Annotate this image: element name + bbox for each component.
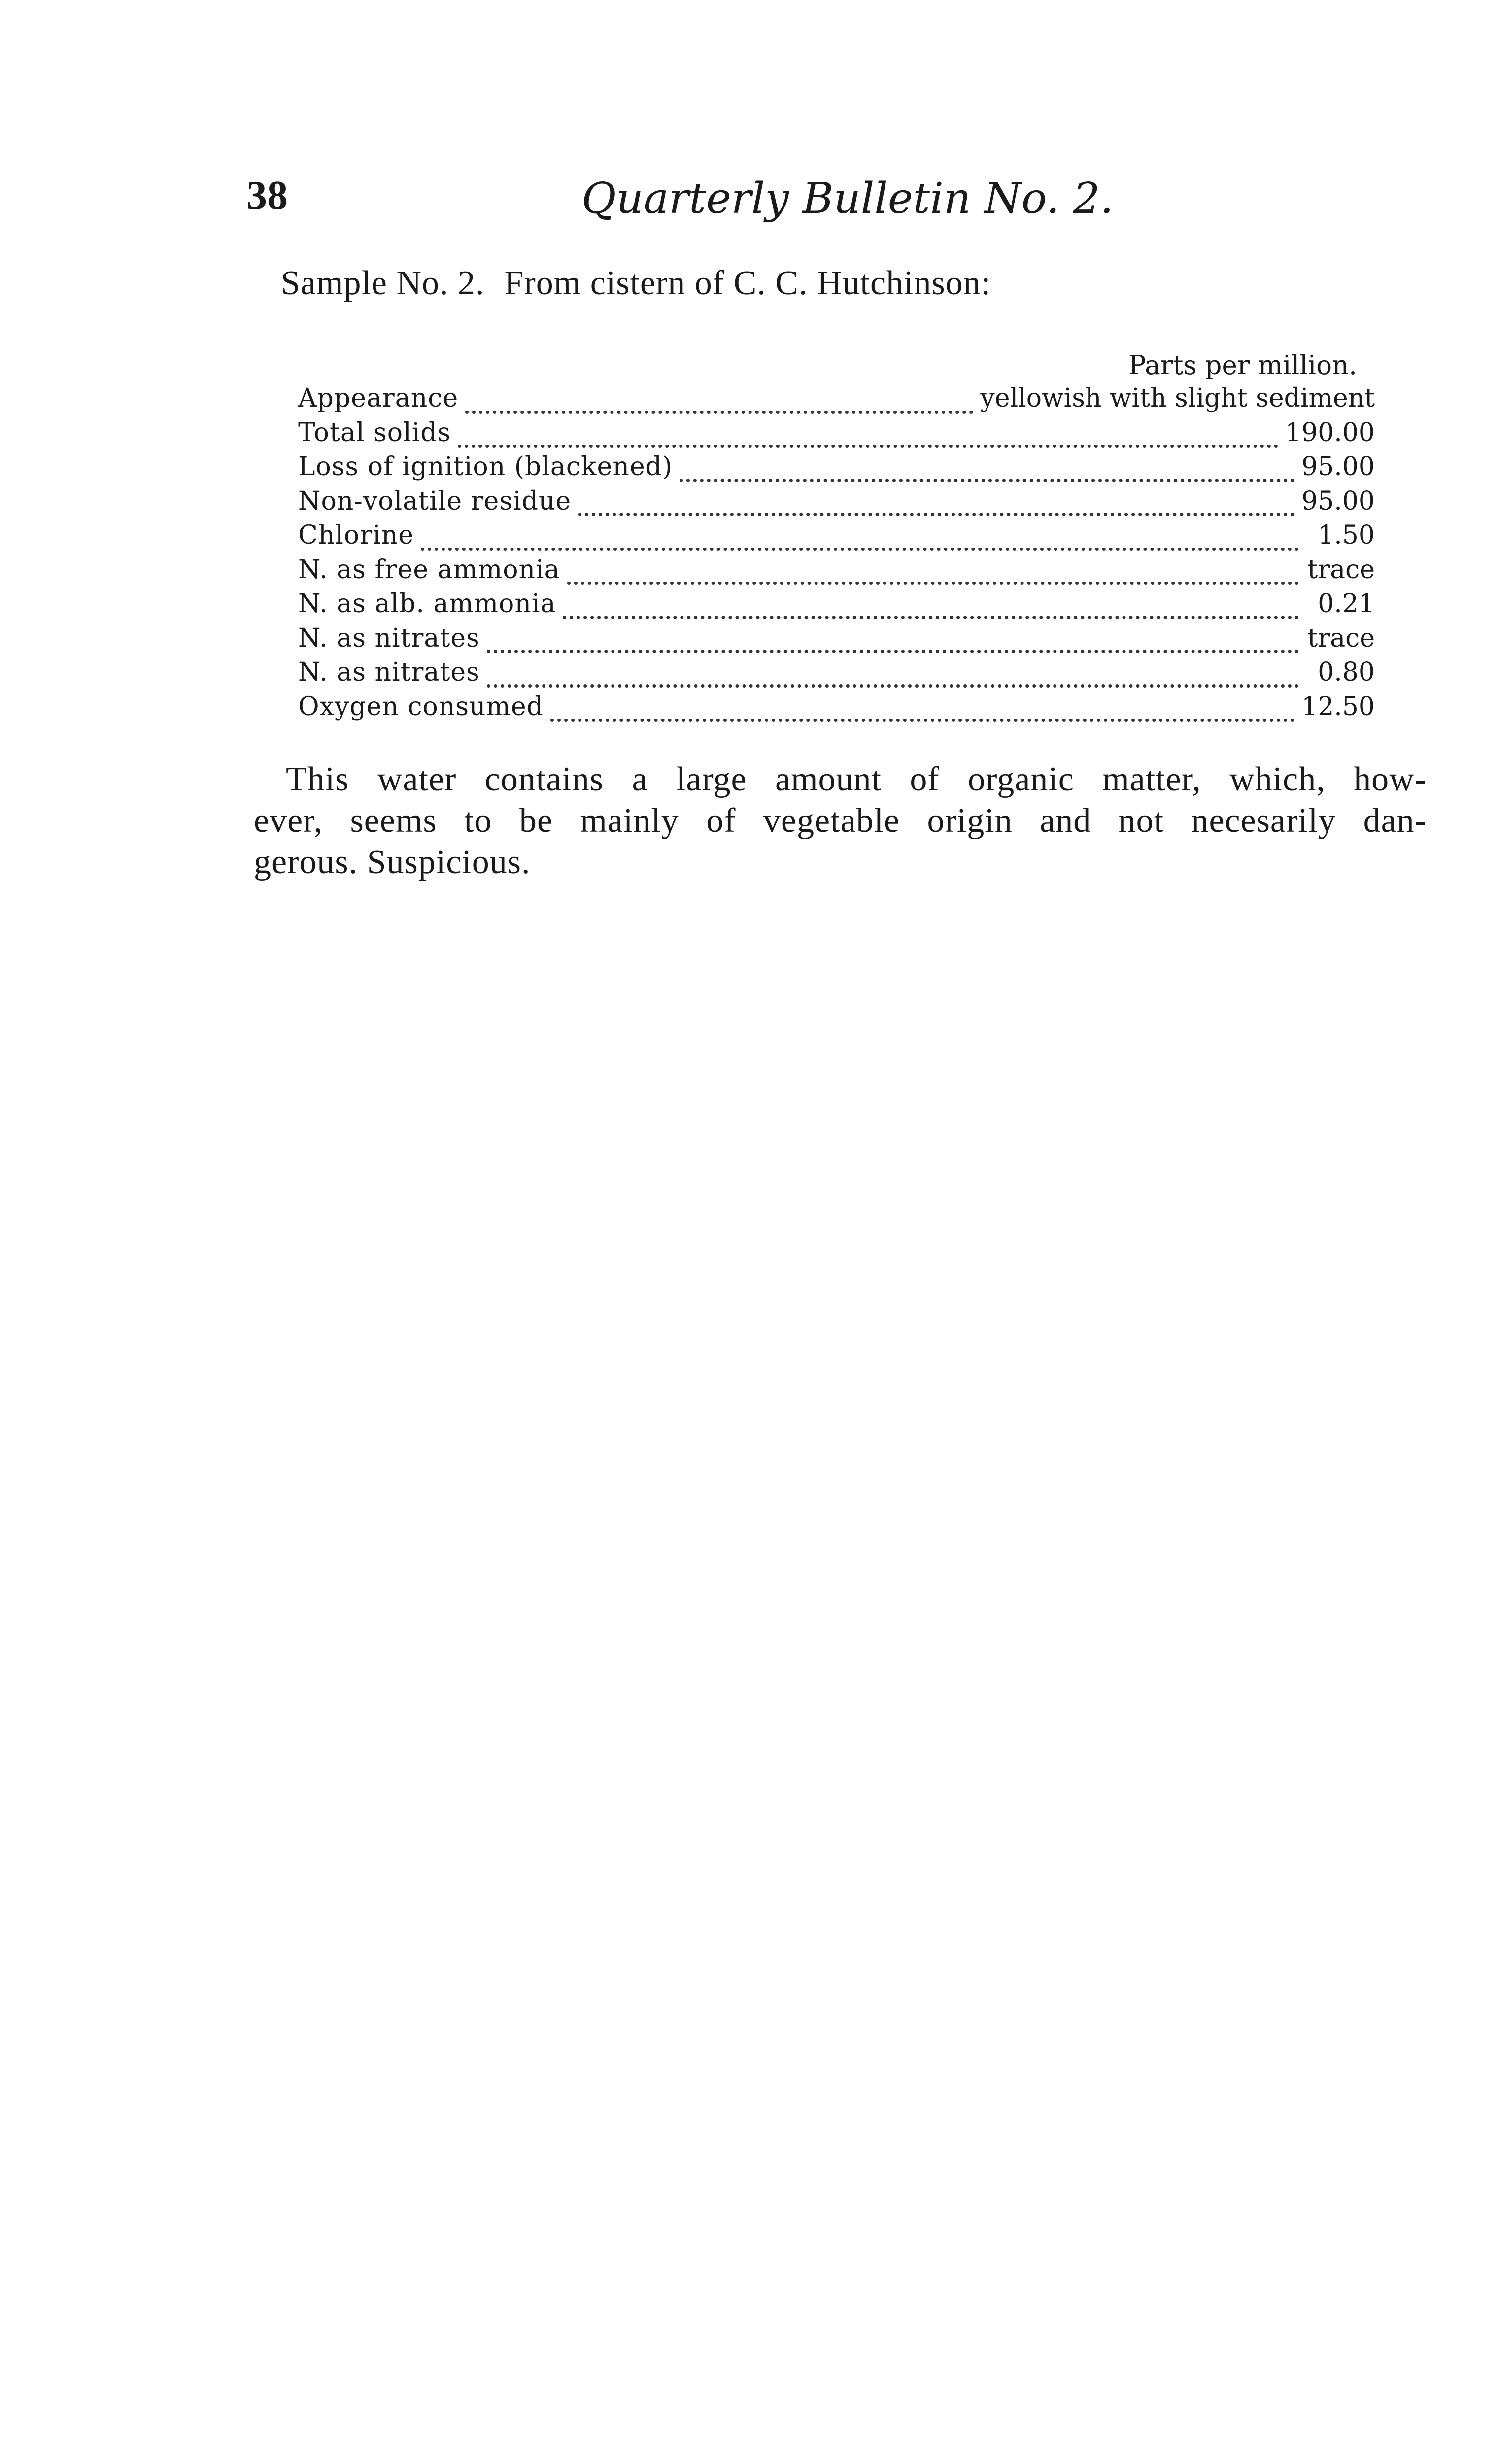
analysis-row — [298, 555, 1375, 589]
analysis-row — [298, 589, 1375, 623]
row-value: 1.50 — [1318, 520, 1375, 550]
analysis-row — [298, 692, 1375, 726]
row-label: N. as alb. ammonia — [298, 589, 556, 618]
row-value: trace — [1307, 554, 1375, 584]
row-value: 0.80 — [1318, 657, 1375, 687]
row-value: 190.00 — [1285, 417, 1375, 447]
dot-leader — [487, 684, 1299, 688]
analysis-row — [298, 486, 1375, 521]
row-value: 0.21 — [1318, 589, 1375, 618]
dot-leader — [550, 719, 1294, 722]
remarks-line: gerous. Suspicious. — [254, 843, 531, 881]
dot-leader — [465, 411, 973, 414]
remarks-line: ever, seems to be mainly of vegetable origin and not necesarily dan- — [254, 802, 1427, 840]
dot-leader — [487, 650, 1299, 653]
row-label: Oxygen consumed — [298, 691, 544, 721]
analysis-row — [298, 657, 1375, 692]
dot-leader — [567, 582, 1299, 585]
remarks-line: This water contains a large amount of organic matter, which, how- — [286, 760, 1427, 798]
dot-leader — [563, 616, 1299, 619]
running-head: Quarterly Bulletin No. 2. — [581, 174, 1114, 223]
row-value: 12.50 — [1301, 691, 1375, 721]
row-value: 95.00 — [1301, 486, 1375, 516]
dot-leader — [578, 513, 1294, 516]
row-label: N. as nitrates — [298, 623, 480, 653]
analysis-row — [298, 623, 1375, 658]
dot-leader — [421, 548, 1299, 551]
row-label: Non-volatile residue — [298, 486, 572, 516]
row-label: Appearance — [298, 383, 459, 413]
row-label: N. as nitrates — [298, 657, 480, 687]
sample-label: Sample No. 2. — [281, 264, 485, 302]
analysis-row — [298, 520, 1375, 555]
row-label: Total solids — [298, 417, 451, 447]
sample-heading — [281, 266, 991, 301]
page-number: 38 — [246, 172, 288, 218]
sample-source: From cistern of C. C. Hutchinson: — [504, 264, 991, 302]
row-label: N. as free ammonia — [298, 554, 560, 584]
analysis-table — [298, 383, 1375, 726]
analysis-row — [298, 452, 1375, 486]
dot-leader — [680, 479, 1294, 482]
units-header: Parts per million. — [1128, 350, 1357, 380]
remarks-paragraph — [254, 759, 1427, 883]
dot-leader — [458, 445, 1278, 448]
row-value: trace — [1307, 623, 1375, 653]
row-value: yellowish with slight sediment — [980, 383, 1375, 413]
analysis-row — [298, 383, 1375, 418]
row-label: Loss of ignition (blackened) — [298, 452, 673, 481]
analysis-row — [298, 418, 1375, 452]
row-label: Chlorine — [298, 520, 414, 550]
row-value: 95.00 — [1301, 452, 1375, 481]
